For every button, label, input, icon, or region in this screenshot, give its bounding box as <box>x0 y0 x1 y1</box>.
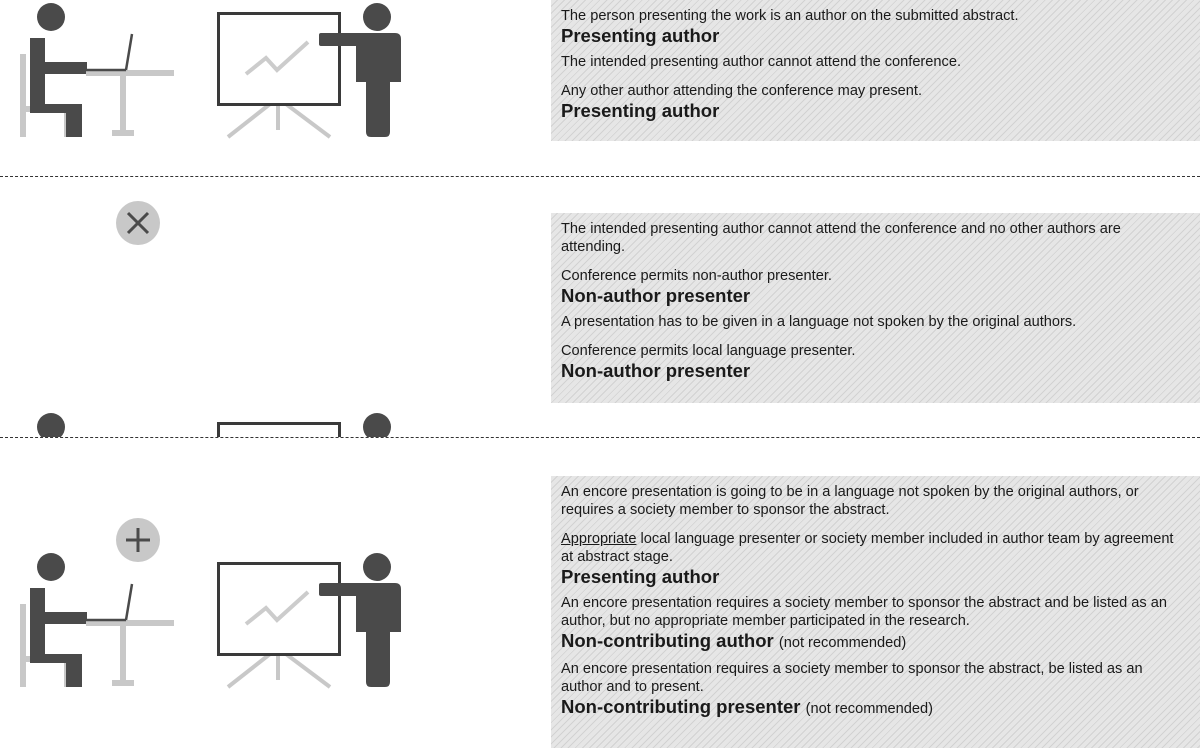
scenario-description: The intended presenting author cannot attend the conference and no other authors are attending. <box>561 221 1121 255</box>
outcome-heading <box>561 696 1184 720</box>
outcome-heading <box>561 630 1184 654</box>
outcome-heading-label: Non-contributing presenter <box>561 696 801 717</box>
scenario-description: The intended presenting author cannot attend the conference. <box>561 54 961 70</box>
recommendation-note: (not recommended) <box>778 635 907 651</box>
seated-author-icon <box>20 3 174 137</box>
scenario-description-rest: local language presenter or society member included in author team by agreement at abstract stage. <box>561 531 1174 565</box>
outcome-heading: Presenting author <box>561 100 720 121</box>
scenario-description: Conference permits non-author presenter. <box>561 268 832 284</box>
seated-author-icon <box>20 553 174 687</box>
scenario-description: An encore presentation is going to be in a language not spoken by the original authors, or requires a society member to sponsor the abstract. <box>561 484 1139 518</box>
scenario-description: Any other author attending the conference may present. <box>561 83 923 99</box>
presentation-board-icon <box>219 564 340 688</box>
scenario-text-box <box>551 213 1200 403</box>
scenario-description: An encore presentation requires a society member to sponsor the abstract, be listed as an author and to present. <box>561 661 1143 695</box>
scenario-row-2 <box>0 177 1200 437</box>
outcome-heading: Presenting author <box>561 566 720 587</box>
presentation-board-icon <box>219 424 340 438</box>
presentation-board-icon <box>219 14 340 138</box>
scenario-illustration <box>0 438 420 748</box>
scenario-description <box>561 530 1184 566</box>
close-icon <box>116 201 160 245</box>
scenario-illustration <box>0 177 420 437</box>
underlined-term: Appropriate <box>561 531 637 547</box>
outcome-heading-label: Non-contributing author <box>561 630 774 651</box>
scenario-text-box <box>551 476 1200 748</box>
scenario-description: Conference permits local language presenter. <box>561 343 856 359</box>
scenario-text-box <box>551 0 1200 141</box>
plus-icon <box>116 518 160 562</box>
scenario-description: A presentation has to be given in a language not spoken by the original authors. <box>561 314 1077 330</box>
scenario-description: The person presenting the work is an author on the submitted abstract. <box>561 8 1019 24</box>
scenario-row-3 <box>0 438 1200 748</box>
seated-author-icon <box>20 413 174 437</box>
outcome-heading: Non-author presenter <box>561 285 751 306</box>
recommendation-note: (not recommended) <box>805 701 933 717</box>
outcome-heading: Non-author presenter <box>561 360 751 381</box>
scenario-row-1 <box>0 0 1200 176</box>
outcome-heading: Presenting author <box>561 25 720 46</box>
scenario-illustration <box>0 0 420 176</box>
scenario-description: An encore presentation requires a society member to sponsor the abstract and be listed as an author, but no appropriate member participated in the research. <box>561 595 1167 629</box>
